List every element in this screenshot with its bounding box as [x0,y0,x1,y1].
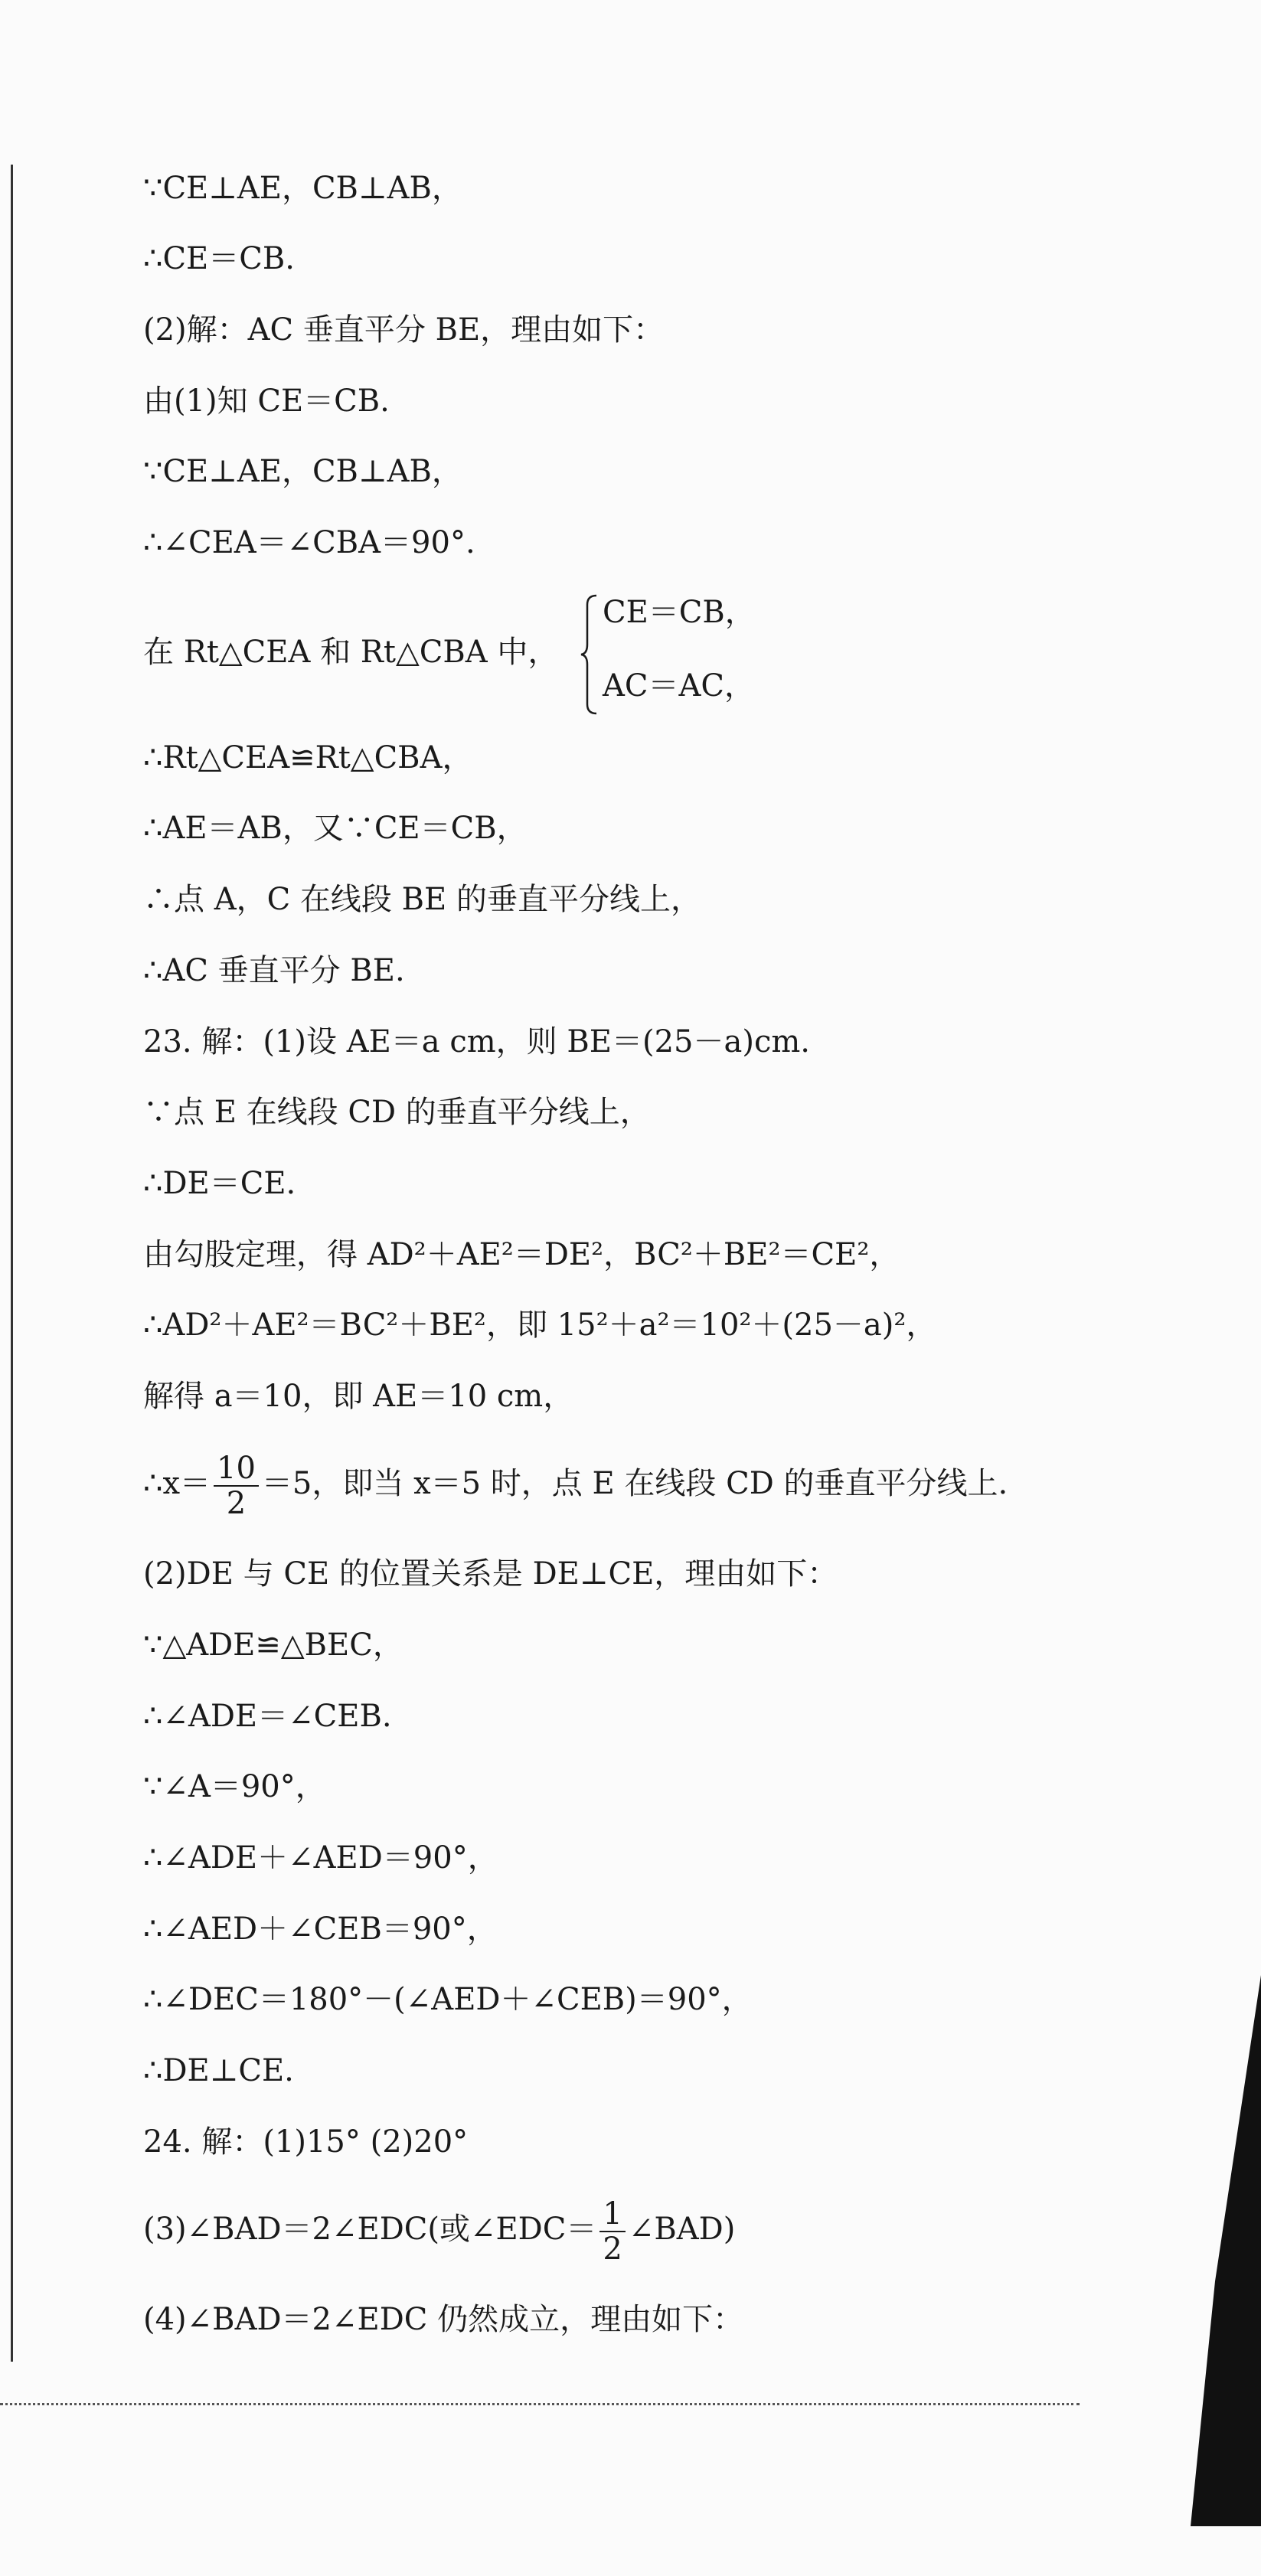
text-line: ∴Rt△CEA≌Rt△CBA， [143,740,473,775]
text-line: ∴CE＝CB. [143,241,295,276]
fraction [214,1451,259,1520]
text-line: ∴∠AED＋∠CEB＝90°， [143,1912,498,1947]
text-line: ∵CE⊥AE，CB⊥AB， [143,454,462,489]
text-line: ∴AE＝AB，又∵CE＝CB， [143,811,528,846]
text-line: 24. 解：(1)15° (2)20° [143,2124,469,2160]
fraction-denominator: 2 [603,2232,622,2267]
fraction-line-suffix: ＝5，即当 x＝5 时，点 E 在线段 CD 的垂直平分线上. [261,1466,1008,1501]
text-line: ∴∠ADE＝∠CEB. [143,1699,392,1734]
scan-shadow [1146,0,1261,2576]
text-line: 解得 a＝10，即 AE＝10 cm， [143,1379,574,1414]
text-line: ∴∠ADE＋∠AED＝90°， [143,1840,498,1876]
text-line: ∵点 E 在线段 CD 的垂直平分线上， [143,1095,651,1130]
text-line: ∴DE⊥CE. [143,2053,294,2088]
text-line: 由勾股定理，得 AD²＋AE²＝DE²，BC²＋BE²＝CE²， [143,1237,900,1272]
text-line: ∴AC 垂直平分 BE. [143,953,405,988]
text-line: ∴点 A，C 在线段 BE 的垂直平分线上， [143,882,701,917]
left-margin-rule [11,165,13,2362]
fraction-line-prefix: ∴x＝ [143,1466,211,1501]
fraction-line [143,1451,1008,1520]
dotted-divider [0,2403,1080,2405]
left-brace-icon [580,594,599,715]
text-line: ∴∠CEA＝∠CBA＝90°. [143,525,475,560]
text-line: 23. 解：(1)设 AE＝a cm，则 BE＝(25－a)cm. [143,1024,810,1059]
text-line: ∴AD²＋AE²＝BC²＋BE²，即 15²＋a²＝10²＋(25－a)²， [143,1308,937,1343]
text-line: ∵∠A＝90°， [143,1769,326,1804]
text-line: ∴∠DEC＝180°－(∠AED＋∠CEB)＝90°， [143,1982,753,2017]
text-line: (2)解：AC 垂直平分 BE，理由如下： [143,312,665,348]
condition-2: AC＝AC， [603,668,755,704]
text-line: ∵CE⊥AE，CB⊥AB， [143,171,462,206]
fraction [599,2197,625,2266]
fraction-line [143,2197,735,2266]
fraction-denominator: 2 [226,1486,247,1521]
text-line: ∵△ADE≌△BEC， [143,1628,403,1663]
text-line: ∴DE＝CE. [143,1166,296,1201]
text-line: (4)∠BAD＝2∠EDC 仍然成立，理由如下： [143,2302,744,2337]
text-line: 由(1)知 CE＝CB. [143,384,390,419]
brace-label: 在 Rt△CEA 和 Rt△CBA 中， [143,635,559,670]
fraction-line-suffix: ∠BAD) [628,2212,736,2247]
fraction-numerator: 1 [599,2197,625,2232]
fraction-line-prefix: (3)∠BAD＝2∠EDC(或∠EDC＝ [143,2212,597,2247]
text-line: (2)DE 与 CE 的位置关系是 DE⊥CE，理由如下： [143,1556,838,1592]
condition-1: CE＝CB， [603,595,756,630]
fraction-numerator: 10 [214,1451,259,1487]
